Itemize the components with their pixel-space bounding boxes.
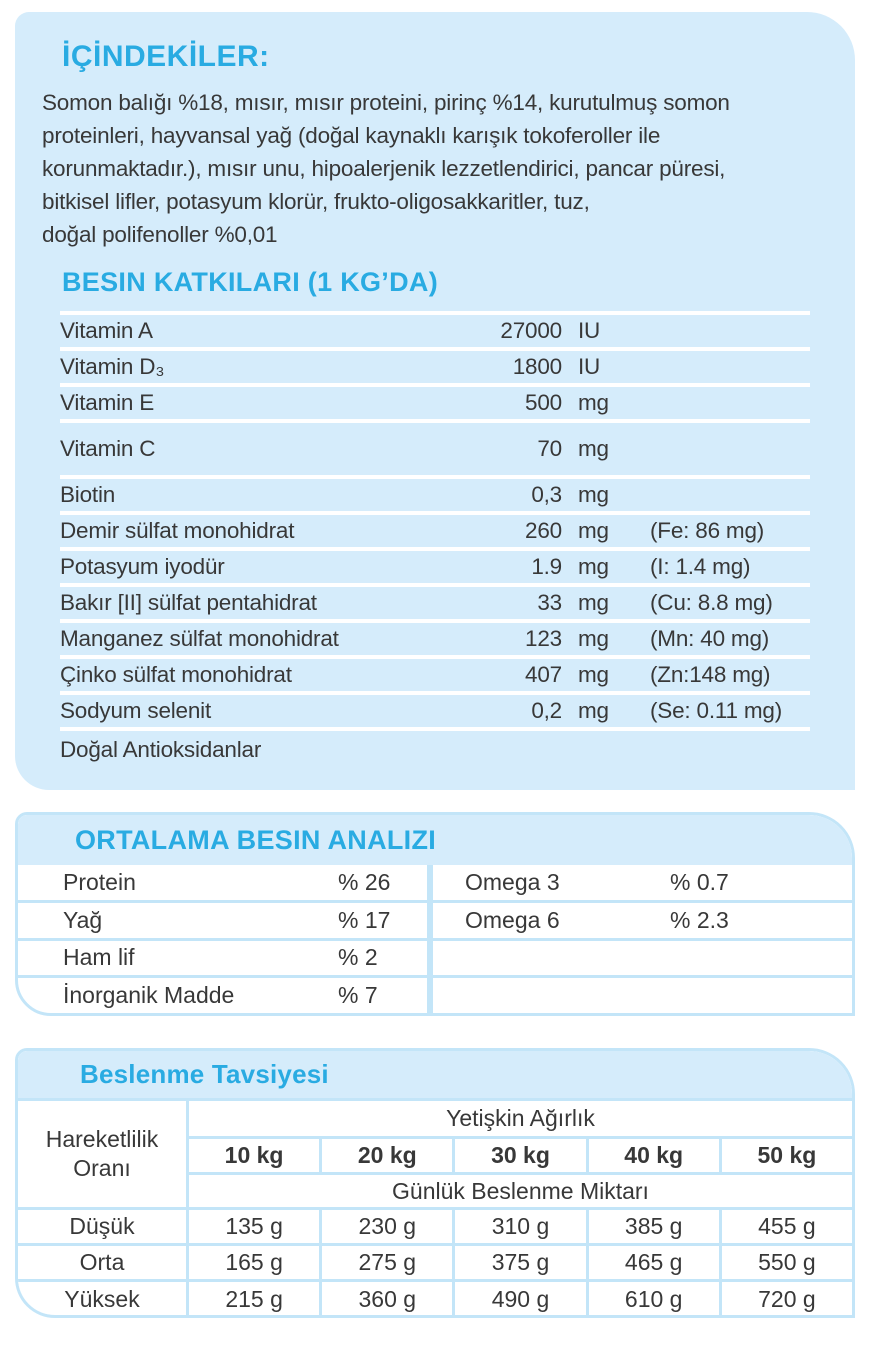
analysis-title: ORTALAMA BESIN ANALIZI — [75, 824, 437, 855]
additive-value: 70 — [537, 436, 562, 461]
feeding-value: 165 g — [189, 1246, 319, 1279]
analysis-value: % 26 — [338, 868, 391, 895]
ingredients-line: korunmaktadır.), mısır unu, hipoalerjenik lezzetlendirici, pancar püresi, — [42, 156, 726, 181]
additive-label: Potasyum iyodür — [60, 554, 225, 579]
analysis-label: Protein — [63, 868, 136, 895]
analysis-row — [433, 900, 852, 938]
additive-label: Manganez sülfat monohidrat — [60, 626, 339, 651]
analysis-header-band — [18, 815, 852, 865]
additive-label: Vitamin C — [60, 436, 156, 461]
additive-label: Sodyum selenit — [60, 698, 212, 723]
ingredients-line: doğal polifenoller %0,01 — [42, 222, 278, 247]
analysis-row — [18, 938, 427, 976]
analysis-row-empty — [433, 938, 852, 976]
pet-food-label — [0, 12, 870, 1360]
adult-weight-header: Yetişkin Ağırlık — [189, 1101, 852, 1136]
analysis-label: Yağ — [63, 906, 103, 933]
analysis-left-column — [18, 865, 433, 1013]
additive-row — [60, 475, 810, 511]
ingredients-title: İÇİNDEKİLER: — [62, 40, 270, 73]
additives-title: BESIN KATKILARI (1 KG’DA) — [62, 267, 438, 297]
feeding-table — [18, 1098, 852, 1315]
weight-column-header: 10 kg — [189, 1139, 319, 1172]
additive-label: Vitamin E — [60, 390, 155, 415]
analysis-row — [18, 975, 427, 1013]
additive-extra: (I: 1.4 mg) — [650, 554, 751, 579]
feeding-value: 375 g — [455, 1246, 585, 1279]
feeding-value: 490 g — [455, 1282, 585, 1316]
analysis-row — [433, 865, 852, 900]
additive-value: 27000 — [500, 318, 562, 343]
additive-value: 0,2 — [531, 698, 562, 723]
feeding-value: 455 g — [722, 1210, 852, 1243]
activity-rate-header: Hareketlilik Oranı — [18, 1101, 186, 1207]
weight-column-header: 20 kg — [322, 1139, 452, 1172]
additive-label: Vitamin A — [60, 318, 153, 343]
feeding-value: 720 g — [722, 1282, 852, 1316]
additive-unit: mg — [578, 482, 609, 507]
additive-extra: (Mn: 40 mg) — [650, 626, 770, 651]
additive-unit: mg — [578, 626, 609, 651]
ingredients-paragraph — [42, 86, 835, 251]
additive-label: Vitamin D₃ — [60, 354, 165, 379]
additive-row — [60, 583, 810, 619]
feeding-value: 385 g — [589, 1210, 719, 1243]
weight-column-header: 50 kg — [722, 1139, 852, 1172]
feeding-value: 610 g — [589, 1282, 719, 1316]
additive-value: 500 — [525, 390, 562, 415]
additive-extra: (Se: 0.11 mg) — [650, 698, 783, 723]
additive-unit: IU — [578, 318, 601, 343]
analysis-label: İnorganik Madde — [63, 982, 235, 1009]
feeding-value: 550 g — [722, 1246, 852, 1279]
additive-label: Doğal Antioksidanlar — [60, 737, 262, 762]
feeding-header-band — [18, 1051, 852, 1098]
additive-unit: mg — [578, 698, 609, 723]
analysis-value: % 17 — [338, 906, 391, 933]
additive-row — [60, 511, 810, 547]
ingredients-line: proteinleri, hayvansal yağ (doğal kaynaklı karışık tokoferoller ile — [42, 123, 661, 148]
additive-row — [60, 311, 810, 347]
additive-extra: (Zn:148 mg) — [650, 662, 771, 687]
analysis-right-column — [433, 865, 852, 1013]
analysis-label: Omega 3 — [465, 868, 560, 895]
additives-table — [60, 311, 810, 769]
analysis-value: % 7 — [338, 982, 378, 1009]
additive-label: Demir sülfat monohidrat — [60, 518, 295, 543]
additive-unit: mg — [578, 436, 609, 461]
additive-row — [60, 547, 810, 583]
additive-unit: IU — [578, 354, 601, 379]
activity-row-label: Orta — [18, 1246, 186, 1279]
activity-row-label: Düşük — [18, 1210, 186, 1243]
feeding-value: 135 g — [189, 1210, 319, 1243]
additive-unit: mg — [578, 554, 609, 579]
average-analysis-panel — [15, 812, 855, 1016]
additive-unit: mg — [578, 662, 609, 687]
feeding-value: 310 g — [455, 1210, 585, 1243]
analysis-value: % 0.7 — [670, 868, 729, 895]
weight-column-header: 40 kg — [589, 1139, 719, 1172]
activity-row-label: Yüksek — [18, 1282, 186, 1316]
feeding-recommendation-panel — [15, 1048, 855, 1318]
additive-row — [60, 347, 810, 383]
analysis-value: % 2.3 — [670, 906, 729, 933]
additive-value: 33 — [537, 590, 562, 615]
additive-unit: mg — [578, 590, 609, 615]
additive-extra: (Fe: 86 mg) — [650, 518, 765, 543]
additive-label: Çinko sülfat monohidrat — [60, 662, 292, 687]
additive-value: 260 — [525, 518, 562, 543]
daily-amount-header: Günlük Beslenme Miktarı — [189, 1175, 852, 1207]
additive-label: Bakır [II] sülfat pentahidrat — [60, 590, 317, 615]
additive-unit: mg — [578, 518, 609, 543]
additive-row — [60, 619, 810, 655]
additive-extra: (Cu: 8.8 mg) — [650, 590, 773, 615]
additive-row — [60, 727, 810, 769]
feeding-value: 360 g — [322, 1282, 452, 1316]
analysis-row-empty — [433, 975, 852, 1013]
feeding-title: Beslenme Tavsiyesi — [80, 1059, 329, 1089]
ingredients-line: bitkisel lifler, potasyum klorür, frukto-oligosakkaritler, tuz, — [42, 189, 590, 214]
additive-row — [60, 691, 810, 727]
feeding-value: 465 g — [589, 1246, 719, 1279]
additive-value: 0,3 — [531, 482, 562, 507]
additive-value: 407 — [525, 662, 562, 687]
weight-column-header: 30 kg — [455, 1139, 585, 1172]
feeding-value: 215 g — [189, 1282, 319, 1316]
analysis-row — [18, 865, 427, 900]
additive-value: 123 — [525, 626, 562, 651]
ingredients-line: Somon balığı %18, mısır, mısır proteini, pirinç %14, kurutulmuş somon — [42, 90, 730, 115]
analysis-label: Omega 6 — [465, 906, 560, 933]
feeding-value: 275 g — [322, 1246, 452, 1279]
additive-unit: mg — [578, 390, 609, 415]
additive-label: Biotin — [60, 482, 116, 507]
additive-row — [60, 419, 810, 475]
additive-row — [60, 655, 810, 691]
analysis-value: % 2 — [338, 944, 378, 971]
analysis-row — [18, 900, 427, 938]
ingredients-additives-panel — [15, 12, 855, 790]
additive-value: 1800 — [512, 354, 562, 379]
feeding-value: 230 g — [322, 1210, 452, 1243]
analysis-label: Ham lif — [63, 944, 135, 971]
additive-row — [60, 383, 810, 419]
additive-value: 1.9 — [531, 554, 562, 579]
analysis-table — [18, 865, 852, 1013]
